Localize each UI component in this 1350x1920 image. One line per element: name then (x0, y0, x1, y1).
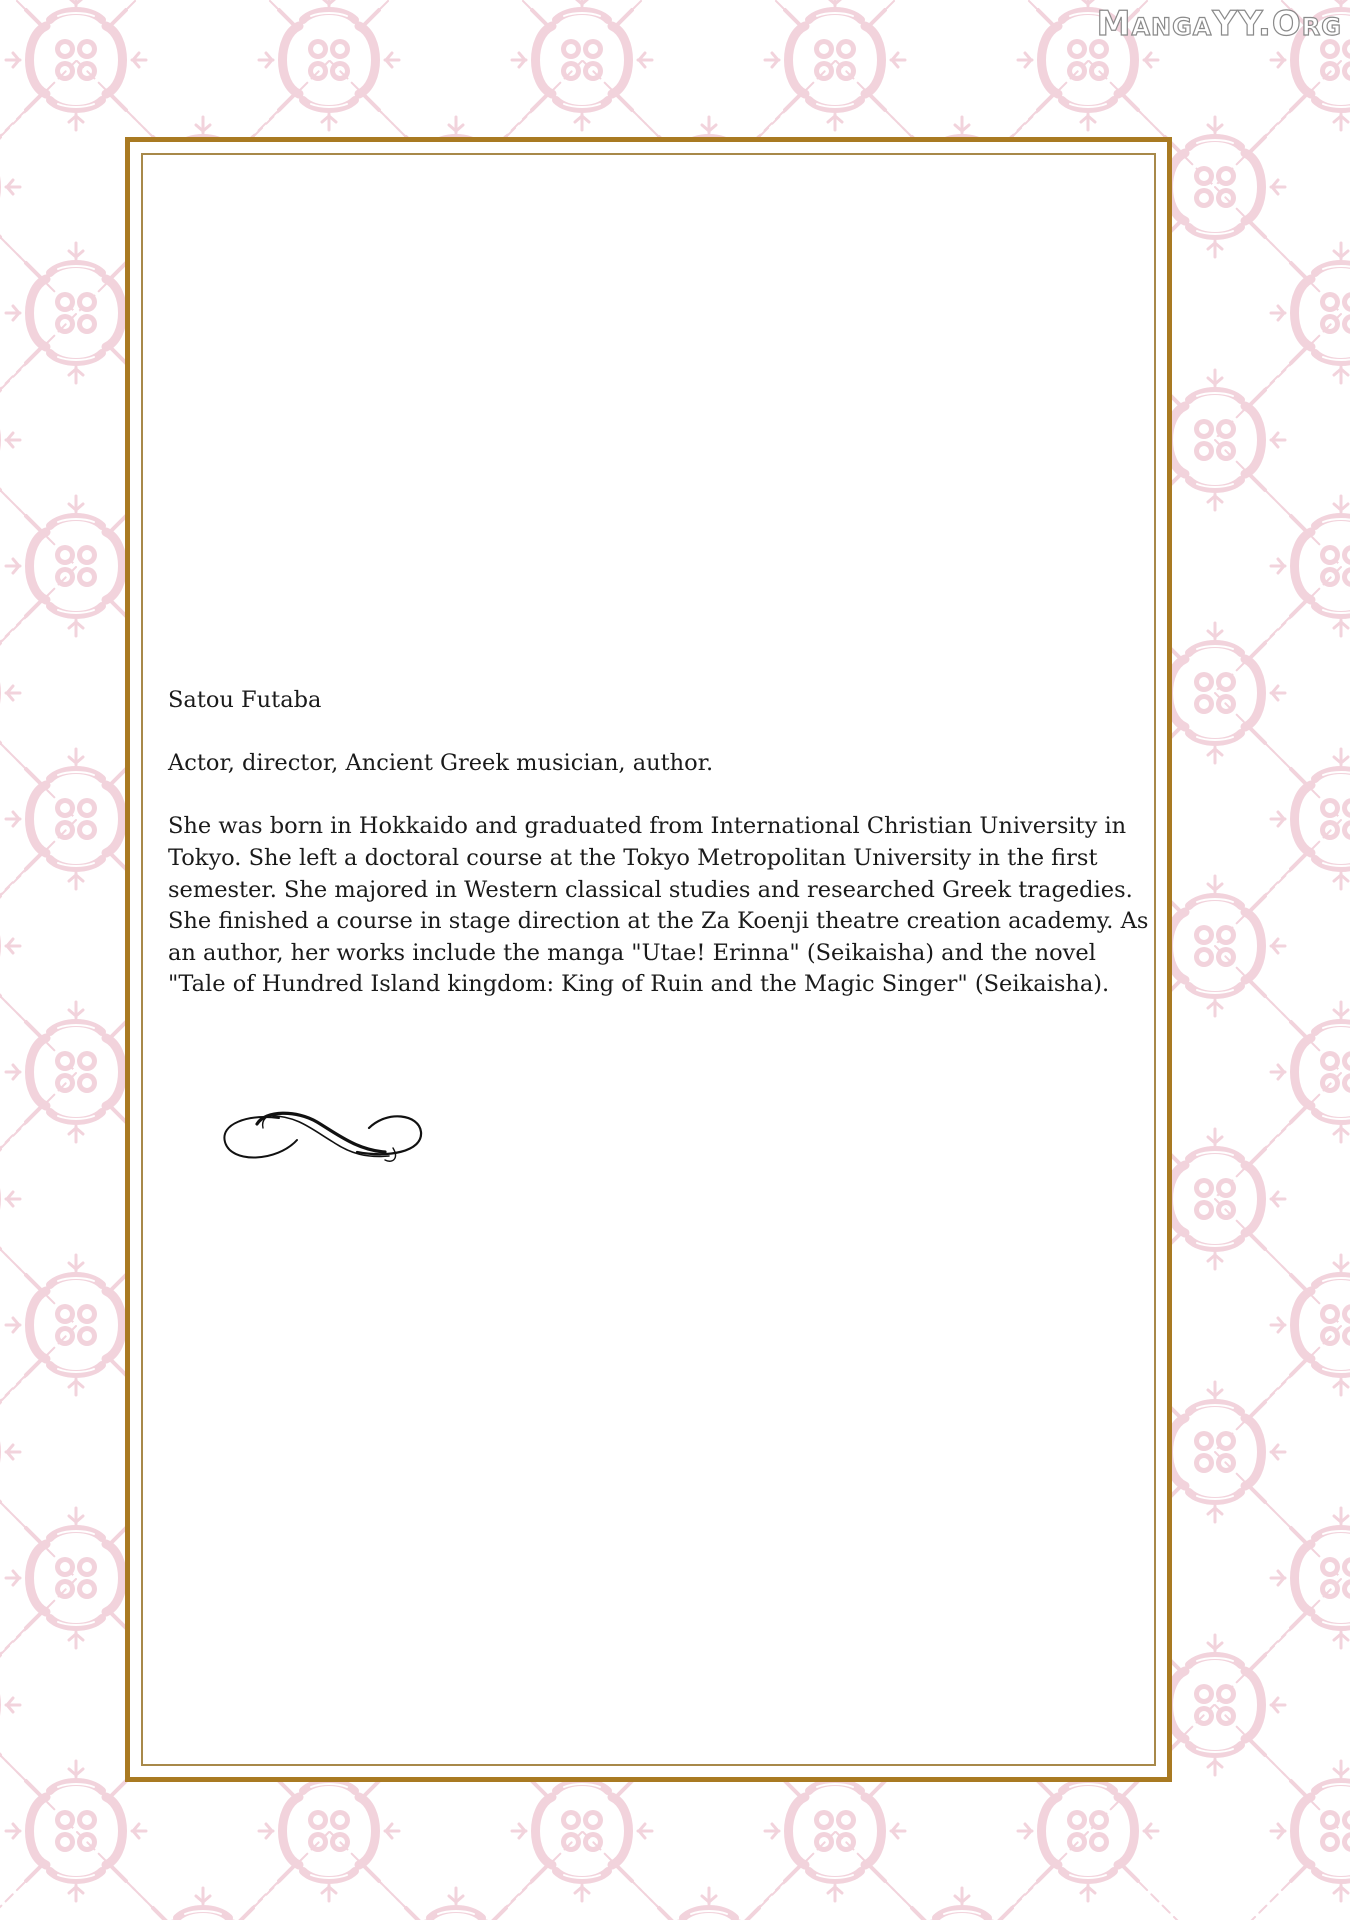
author-roles: Actor, director, Ancient Greek musician, author. (168, 750, 714, 777)
site-watermark: MangaYY.Org (1096, 4, 1342, 44)
flourish-divider-icon (217, 1102, 427, 1172)
author-bio-paragraph: She was born in Hokkaido and graduated from International Christian University in Tokyo. She left a doctoral course at the Tokyo Metropolitan University in the first semester. She majored in Western classical studies and researched Greek tragedies. She finished a course in stage direction at the Za Koenji theatre creation academy. As an author, her works include the manga "Utae! Erinna" (Seikaisha) and the novel "Tale of Hundred Island kingdom: King of Ruin and the Magic Singer" (Seikaisha). (168, 813, 1149, 998)
page-frame-outer (125, 137, 1172, 1782)
author-bio (168, 685, 1158, 1033)
author-name: Satou Futaba (168, 687, 322, 713)
